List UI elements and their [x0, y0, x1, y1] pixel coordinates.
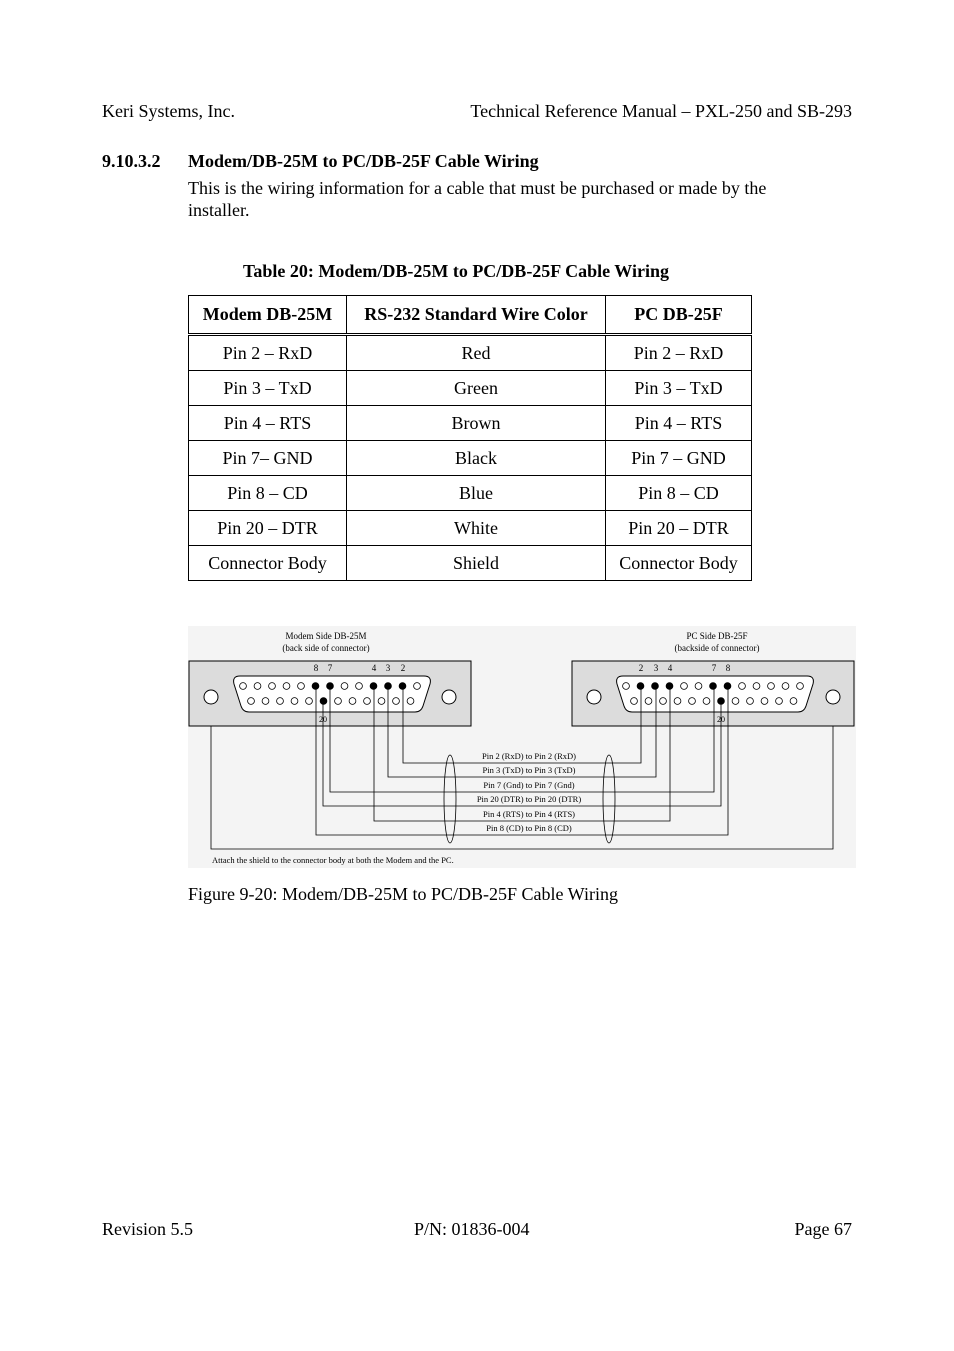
connector-pin: [240, 683, 247, 690]
cell-wire-color: Shield: [347, 546, 606, 581]
modem-side-title: Modem Side DB-25M: [285, 631, 367, 641]
connector-pin: [407, 698, 414, 705]
pc-pin-label: 8: [725, 663, 731, 673]
figure-caption: Figure 9-20: Modem/DB-25M to PC/DB-25F Cable Wiring: [188, 884, 618, 904]
connector-pin: [277, 698, 284, 705]
cell-wire-color: Green: [347, 371, 606, 406]
cell-pc-pin: Pin 2 – RxD: [606, 335, 752, 371]
section-body-line2: installer.: [188, 200, 250, 220]
connector-pin-used: [312, 683, 319, 690]
connector-pin: [645, 698, 652, 705]
pc-d-shell: [617, 676, 814, 712]
connector-pin: [262, 698, 269, 705]
connector-pin: [681, 683, 688, 690]
cell-wire-color: Red: [347, 335, 606, 371]
cell-pc-pin: Pin 8 – CD: [606, 476, 752, 511]
cell-modem-pin: Pin 7– GND: [189, 441, 347, 476]
modem-mount-hole-right: [442, 690, 456, 704]
modem-pin-label: 8: [313, 663, 319, 673]
connector-pin: [291, 698, 298, 705]
connector-pin: [298, 683, 305, 690]
connector-pin: [739, 683, 746, 690]
connector-pin: [623, 683, 630, 690]
footer-revision: Revision 5.5: [102, 1219, 194, 1239]
pc-mount-hole-right: [826, 690, 840, 704]
connector-pin: [790, 698, 797, 705]
column-header-modem: Modem DB-25M: [189, 296, 347, 335]
header-manual-title: Technical Reference Manual – PXL-250 and SB-293: [470, 101, 852, 121]
connector-pin: [283, 683, 290, 690]
cell-modem-pin: Pin 3 – TxD: [189, 371, 347, 406]
connector-pin: [306, 698, 313, 705]
cell-wire-color: Black: [347, 441, 606, 476]
connector-pin: [797, 683, 804, 690]
connector-pin-used: [370, 683, 377, 690]
modem-pin-label: 2: [400, 663, 406, 673]
cell-pc-pin: Pin 7 – GND: [606, 441, 752, 476]
pc-pin-label: 3: [653, 663, 659, 673]
connector-pin: [674, 698, 681, 705]
wire-label: Pin 20 (DTR) to Pin 20 (DTR): [476, 794, 582, 804]
cell-pc-pin: Connector Body: [606, 546, 752, 581]
connector-pin: [776, 698, 783, 705]
connector-pin-used: [666, 683, 673, 690]
connector-pin: [660, 698, 667, 705]
connector-pin-used: [652, 683, 659, 690]
cell-pc-pin: Pin 4 – RTS: [606, 406, 752, 441]
shield-note: Attach the shield to the connector body at both the Modem and the PC.: [212, 855, 454, 865]
connector-pin: [393, 698, 400, 705]
pc-side-subtitle: (backside of connector): [674, 643, 760, 653]
wire-label: Pin 4 (RTS) to Pin 4 (RTS): [482, 809, 576, 819]
pc-side-title: PC Side DB-25F: [686, 631, 748, 641]
modem-mount-hole-left: [204, 690, 218, 704]
connector-pin: [356, 683, 363, 690]
pc-pin20-label: 20: [717, 715, 725, 724]
section-title: Modem/DB-25M to PC/DB-25F Cable Wiring: [188, 151, 539, 171]
cell-pc-pin: Pin 3 – TxD: [606, 371, 752, 406]
cell-modem-pin: Pin 20 – DTR: [189, 511, 347, 546]
connector-pin: [335, 698, 342, 705]
connector-pin: [631, 698, 638, 705]
pc-mount-hole-left: [587, 690, 601, 704]
wire-label: Pin 8 (CD) to Pin 8 (CD): [486, 823, 572, 833]
cell-modem-pin: Pin 2 – RxD: [189, 335, 347, 371]
connector-pin: [747, 698, 754, 705]
connector-pin: [689, 698, 696, 705]
cell-modem-pin: Connector Body: [189, 546, 347, 581]
wire-label: Pin 2 (RxD) to Pin 2 (RxD): [482, 751, 576, 761]
footer-part-number: P/N: 01836-004: [414, 1219, 530, 1239]
cell-wire-color: White: [347, 511, 606, 546]
modem-pin-label: 3: [385, 663, 391, 673]
connector-pin: [414, 683, 421, 690]
connector-pin: [761, 698, 768, 705]
connector-pin: [254, 683, 261, 690]
connector-pin: [364, 698, 371, 705]
header-company: Keri Systems, Inc.: [102, 101, 235, 121]
connector-pin: [378, 698, 385, 705]
connector-pin: [753, 683, 760, 690]
connector-pin-used: [320, 698, 327, 705]
wire-label: Pin 3 (TxD) to Pin 3 (TxD): [482, 765, 576, 775]
section-number: 9.10.3.2: [102, 151, 161, 171]
pc-pin-label: 7: [711, 663, 717, 673]
modem-pin20-label: 20: [319, 715, 327, 724]
cell-modem-pin: Pin 8 – CD: [189, 476, 347, 511]
footer-page-number: Page 67: [794, 1219, 852, 1239]
connector-pin-used: [724, 683, 731, 690]
pc-pin-label: 2: [638, 663, 644, 673]
connector-pin: [768, 683, 775, 690]
connector-pin-used: [399, 683, 406, 690]
modem-side-subtitle: (back side of connector): [282, 643, 370, 653]
connector-pin-used: [710, 683, 717, 690]
connector-pin: [349, 698, 356, 705]
connector-pin: [248, 698, 255, 705]
pc-pin-label: 4: [667, 663, 673, 673]
cell-modem-pin: Pin 4 – RTS: [189, 406, 347, 441]
wire-label: Pin 7 (Gnd) to Pin 7 (Gnd): [483, 780, 575, 790]
modem-pin-label: 4: [371, 663, 377, 673]
cell-wire-color: Brown: [347, 406, 606, 441]
connector-pin: [269, 683, 276, 690]
column-header-wire-color: RS-232 Standard Wire Color: [347, 296, 606, 335]
connector-pin: [341, 683, 348, 690]
modem-pin-label: 7: [327, 663, 333, 673]
cell-pc-pin: Pin 20 – DTR: [606, 511, 752, 546]
cell-wire-color: Blue: [347, 476, 606, 511]
modem-d-shell: [234, 676, 431, 712]
connector-pin: [782, 683, 789, 690]
connector-pin-used: [637, 683, 644, 690]
connector-pin: [695, 683, 702, 690]
connector-pin: [703, 698, 710, 705]
table-caption: Table 20: Modem/DB-25M to PC/DB-25F Cable Wiring: [243, 261, 669, 281]
connector-pin: [732, 698, 739, 705]
column-header-pc: PC DB-25F: [606, 296, 752, 335]
section-body-line1: This is the wiring information for a cable that must be purchased or made by the: [188, 178, 767, 198]
